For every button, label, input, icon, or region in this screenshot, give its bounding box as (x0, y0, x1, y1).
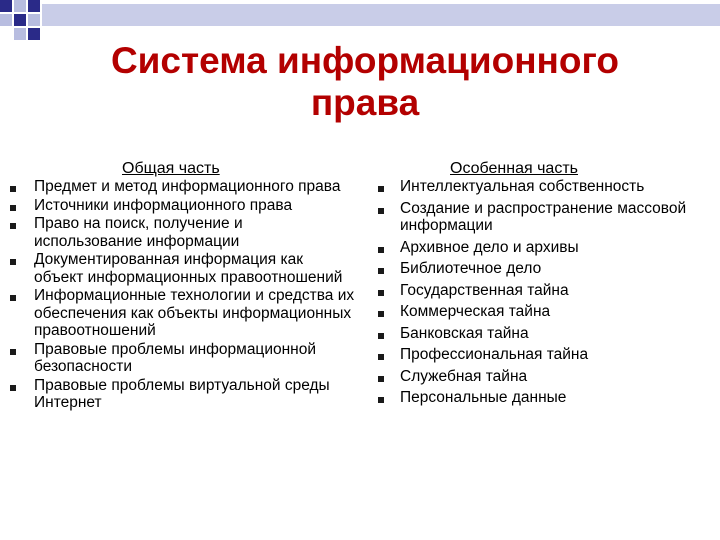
list-item-text: Интеллектуальная собственность (400, 178, 645, 195)
special-part-heading: Особенная часть (450, 160, 578, 177)
list-item-text: Право на поиск, получение и использование информации (34, 215, 243, 250)
list-item (10, 341, 355, 376)
title-line-2: права (310, 82, 420, 123)
list-item-text: Государственная тайна (400, 281, 569, 299)
list-item-text: Библиотечное дело (400, 260, 542, 277)
list-item-text: Источники информационного права (34, 196, 293, 214)
list-item-text: Коммерческая тайна (400, 303, 551, 320)
list-item (378, 282, 708, 300)
square-bullet-icon (10, 385, 16, 391)
list-item-text: Создание и распространение массовой информации (400, 199, 687, 234)
square-bullet-icon (378, 311, 384, 317)
list-item (378, 239, 708, 257)
list-item (10, 377, 355, 412)
list-item-text: Документированная информация как объект информационных правоотношений (34, 251, 343, 286)
list-item-text: Правовые проблемы информационной безопасности (34, 340, 316, 375)
square-bullet-icon (378, 268, 384, 274)
list-item (10, 197, 355, 215)
list-item-text: Профессиональная тайна (400, 346, 589, 363)
list-item-text: Предмет и метод информационного права (34, 178, 341, 195)
list-item (10, 178, 355, 196)
page-title (40, 40, 690, 124)
list-item (378, 346, 708, 364)
square-bullet-icon (378, 333, 384, 339)
square-bullet-icon (10, 186, 16, 192)
square-bullet-icon (378, 397, 384, 403)
general-part-list (10, 178, 355, 412)
general-part-heading: Общая часть (122, 160, 220, 177)
header-decoration (0, 0, 720, 40)
square-bullet-icon (10, 205, 16, 211)
list-item (10, 251, 355, 286)
general-part-column (10, 160, 355, 413)
square-bullet-icon (10, 259, 16, 265)
special-part-column (378, 160, 708, 411)
list-item (378, 303, 708, 321)
title-line-1: Система информационного (110, 40, 620, 81)
square-bullet-icon (10, 295, 16, 301)
list-item-text: Информационные технологии и средства их обеспечения как объекты информационных правоотношений (34, 287, 355, 339)
square-bullet-icon (378, 247, 384, 253)
square-bullet-icon (378, 186, 384, 192)
square-bullet-icon (10, 349, 16, 355)
list-item-text: Банковская тайна (400, 324, 529, 342)
square-bullet-icon (378, 376, 384, 382)
square-bullet-icon (378, 290, 384, 296)
list-item (378, 200, 708, 235)
square-bullet-icon (10, 223, 16, 229)
list-item-text: Архивное дело и архивы (400, 238, 579, 256)
list-item-text: Персональные данные (400, 389, 567, 406)
list-item (378, 368, 708, 386)
list-item (10, 287, 355, 340)
list-item (378, 389, 708, 407)
square-bullet-icon (378, 208, 384, 214)
list-item (378, 260, 708, 278)
list-item-text: Правовые проблемы виртуальной среды Интернет (34, 376, 330, 411)
list-item-text: Служебная тайна (400, 367, 528, 385)
list-item (10, 215, 355, 250)
list-item (378, 325, 708, 343)
list-item (378, 178, 708, 196)
special-part-list (378, 178, 708, 407)
square-bullet-icon (378, 354, 384, 360)
